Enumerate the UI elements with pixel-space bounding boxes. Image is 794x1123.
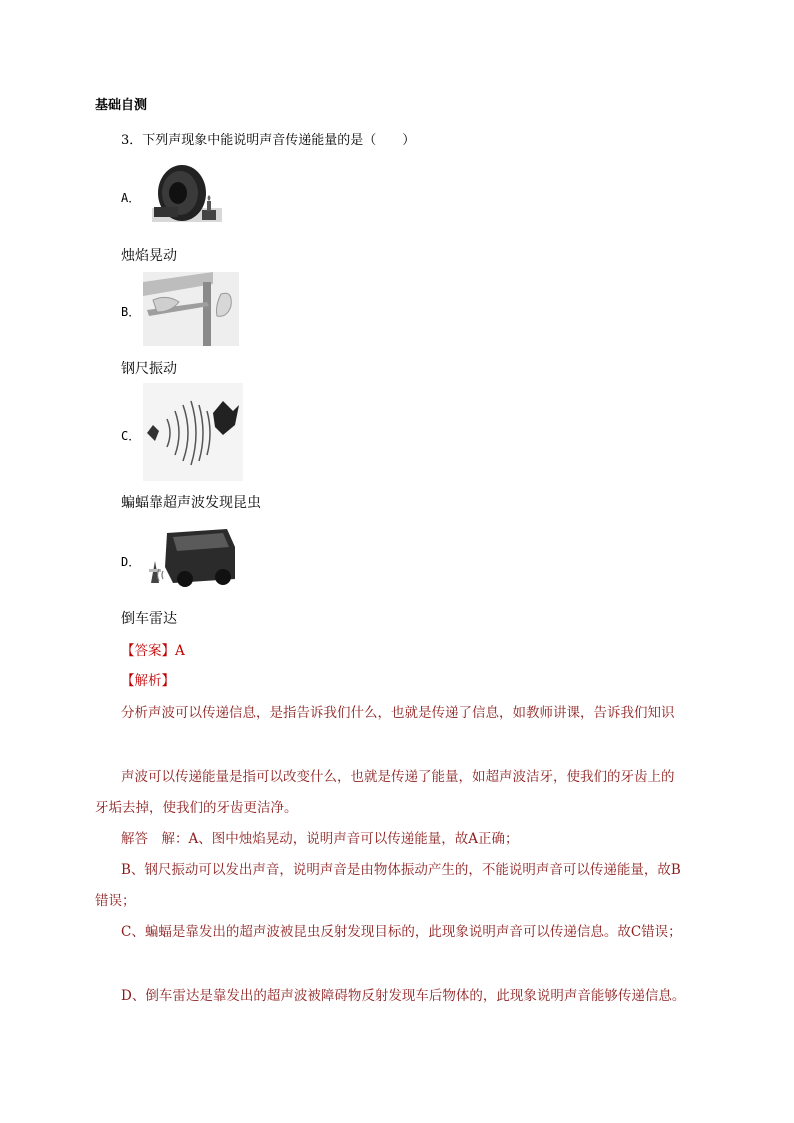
option-b-letter[interactable]: B． [121,305,141,319]
option-d-letter[interactable]: D． [121,555,141,569]
analysis-para-2-line-2: 牙垢去掉，使我们的牙齿更洁净。 [95,800,298,816]
bat-ultrasound-image [143,383,243,481]
speaker-candle-image [150,163,226,225]
answer-label: 【答案】 [121,643,175,659]
answer-line [121,639,185,659]
solution-c-line: C、蝙蝠是靠发出的超声波被昆虫反射发现目标的，此现象说明声音可以传递信息。故C错误； [121,924,682,940]
option-a-caption: 烛焰晃动 [121,248,177,264]
solution-a-line: 解答 解：A、图中烛焰晃动，说明声音可以传递能量，故A正确； [121,831,519,847]
solution-b-line-1: B、钢尺振动可以发出声音，说明声音是由物体振动产生的，不能说明声音可以传递能量，故B [121,862,681,878]
ruler-vibration-image [143,272,239,346]
section-title: 基础自测 [95,98,148,113]
question-text [121,129,415,148]
solution-b-line-2: 错误； [95,893,136,909]
option-d-caption: 倒车雷达 [121,611,177,627]
option-a-letter[interactable]: A． [121,191,141,205]
question-stem: 下列声现象中能说明声音传递能量的是（ ） [142,133,416,148]
option-c-letter[interactable]: C． [121,429,141,443]
analysis-para-1: 分析声波可以传递信息，是指告诉我们什么，也就是传递了信息，如教师讲课，告诉我们知识 [121,705,675,721]
analysis-label: 【解析】 [121,673,175,689]
car-reverse-radar-image [143,527,235,593]
answer-value: A [175,643,185,659]
solution-d-line: D、倒车雷达是靠发出的超声波被障碍物反射发现车后物体的，此现象说明声音能够传递信息。 [121,988,686,1004]
option-c-caption: 蝙蝠靠超声波发现昆虫 [121,495,261,511]
question-number: 3． [121,133,143,148]
analysis-para-2-line-1: 声波可以传递能量是指可以改变什么，也就是传递了能量，如超声波洁牙，使我们的牙齿上的 [121,769,675,785]
option-b-caption: 钢尺振动 [121,361,177,377]
